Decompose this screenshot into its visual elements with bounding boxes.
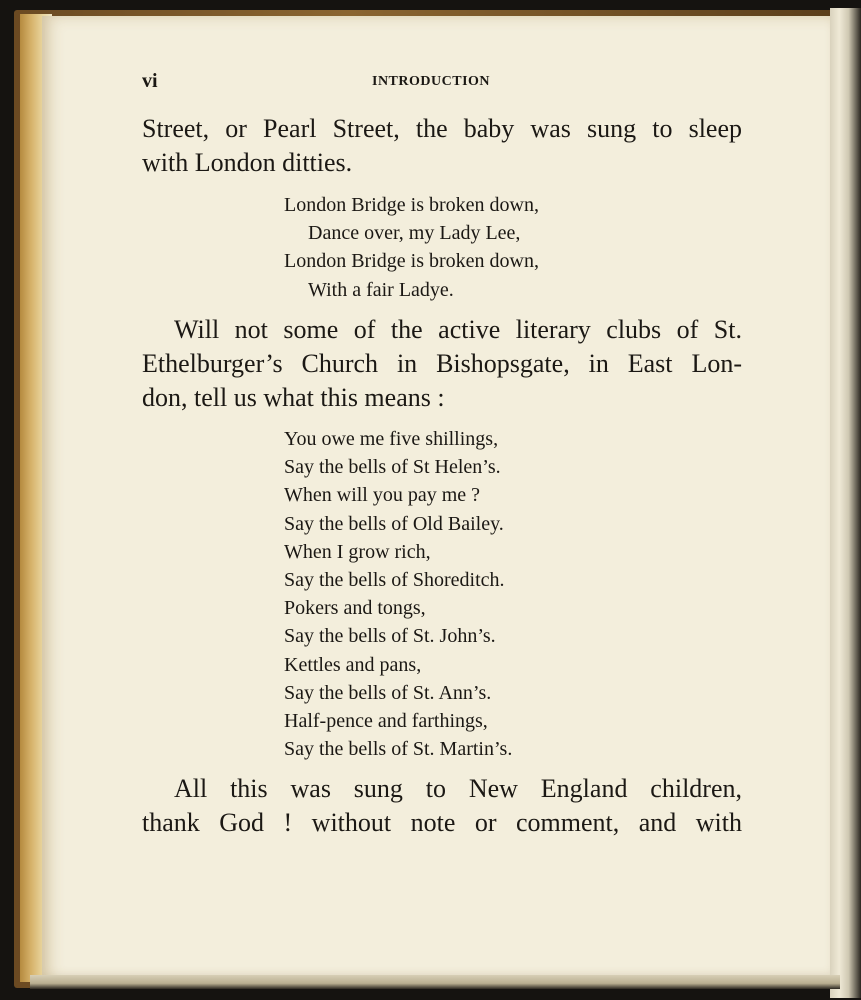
paragraph-2: [142, 313, 742, 415]
verse-line: Say the bells of Shoreditch.: [284, 569, 505, 592]
paragraph-line: Street, or Pearl Street, the baby was sung to sleep: [142, 114, 742, 143]
paragraph-line: All this was sung to New England children,: [174, 774, 742, 803]
paragraph-line: Ethelburger’s Church in Bishopsgate, in East Lon-: [142, 349, 742, 378]
paragraph-line: don, tell us what this means :: [142, 383, 445, 412]
verse-line: Say the bells of St. John’s.: [284, 625, 496, 648]
verse-line: Say the bells of St Helen’s.: [284, 456, 501, 479]
verse-line: With a fair Ladye.: [308, 278, 454, 301]
verse-line: London Bridge is broken down,: [284, 250, 539, 273]
running-head: INTRODUCTION: [372, 74, 491, 89]
verse-bells: [284, 425, 512, 763]
paragraph-3: [142, 772, 742, 840]
paragraph-line: thank God ! without note or comment, and with: [142, 808, 742, 837]
verse-line: Say the bells of St. Ann’s.: [284, 681, 492, 704]
verse-line: Half-pence and farthings,: [284, 710, 488, 733]
paragraph-line: with London ditties.: [142, 148, 353, 177]
page-fore-edge: [830, 8, 861, 998]
verse-line: You owe me five shillings,: [284, 428, 499, 450]
verse-line: When I grow rich,: [284, 540, 431, 563]
verse-london-bridge: [284, 191, 539, 304]
page-bottom-edge: [30, 975, 840, 989]
paragraph-line: Will not some of the active literary clubs of St.: [174, 315, 742, 344]
verse-line: Dance over, my Lady Lee,: [308, 222, 521, 245]
verse-line: Say the bells of Old Bailey.: [284, 512, 504, 535]
verse-line: London Bridge is broken down,: [284, 194, 539, 216]
verse-line: Kettles and pans,: [284, 653, 422, 676]
verse-line: Pokers and tongs,: [284, 597, 426, 620]
page-number: vi: [142, 70, 158, 92]
paragraph-1: [142, 112, 742, 180]
verse-line: Say the bells of St. Martin’s.: [284, 738, 513, 761]
verse-line: When will you pay me ?: [284, 484, 481, 507]
